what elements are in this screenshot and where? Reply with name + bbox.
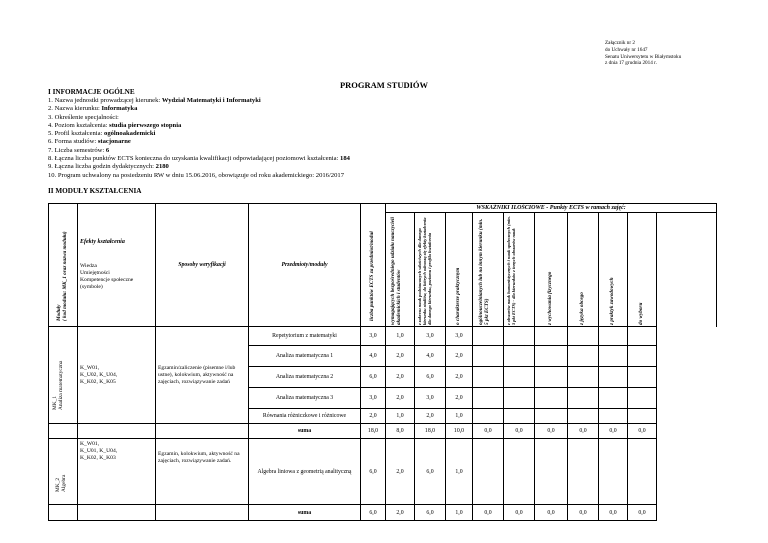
- header-col: do wyboru: [628, 213, 657, 327]
- info-item: 3. Określenie specjalności:: [48, 113, 119, 121]
- table-cell: [49, 424, 78, 439]
- table-cell-value: 18,0: [361, 424, 386, 439]
- modules-table: [48, 203, 717, 521]
- table-cell: [568, 327, 599, 346]
- table-cell: [568, 439, 599, 505]
- info-item: 8. Łączna liczba punktów ECTS konieczna do uzyskania kwalifikacji odpowiadającej poziomowi kształcenia: 184: [48, 155, 350, 163]
- table-cell: [599, 327, 628, 346]
- table-cell-value: 6,0: [361, 439, 386, 505]
- attachment-line: z dnia 17 grudnia 2014 r.: [605, 60, 657, 67]
- table-cell-value: 0,0: [504, 424, 535, 439]
- table-cell-value: 0,0: [568, 505, 599, 521]
- table-cell: [473, 327, 504, 346]
- table-cell-value: 1,0: [446, 505, 473, 521]
- table-cell-value: 1,0: [386, 327, 415, 346]
- table-cell: [535, 367, 568, 388]
- header-effects: Efekty kształcenia Wiedza Umiejętności Kompetencje społeczne (symbole): [78, 204, 156, 327]
- header-col-empty: [657, 213, 717, 327]
- table-cell: [504, 388, 535, 409]
- info-item: 9. Łączna liczba godzin dydaktycznych: 2180: [48, 163, 169, 171]
- table-cell: [504, 367, 535, 388]
- header-col: ogólnouczelnianych lub na innym kierunku (min. 5 pkt ECTS): [473, 213, 504, 327]
- table-cell: [504, 439, 535, 505]
- table-cell: [599, 367, 628, 388]
- header-modules: Moduły ( kod modułu: MK_1 oraz nazwa modułu): [49, 204, 78, 327]
- table-cell: [568, 367, 599, 388]
- header-col: z obszarów nauk humanistycznych i nauk społecznych (min. 5 pkt ECTS) - dla kierunków z innych obszarów nauk: [504, 213, 535, 327]
- table-cell: [473, 388, 504, 409]
- table-cell: [473, 346, 504, 367]
- table-cell: [535, 327, 568, 346]
- header-indicators: WSKAŹNIKI ILOŚCIOWE - Punkty ECTS w ramach zajęć:: [386, 204, 717, 213]
- info-item: 2. Nazwa kierunku: Informatyka: [48, 105, 138, 113]
- module-mk2-sum-row: [49, 505, 717, 521]
- header-col: z zakresu nauk podstawowych właściwych dla danego kierunku studiów, do których odnoszą się efekty kształcenia dla danego kierunku, poziomu i profilu kształcenia: [415, 213, 446, 327]
- table-cell: [473, 367, 504, 388]
- table-cell-value: 2,0: [386, 388, 415, 409]
- table-cell: [504, 346, 535, 367]
- table-cell: [568, 409, 599, 424]
- info-item: 7. Liczba semestrów: 6: [48, 146, 110, 154]
- table-cell-value: 0,0: [504, 505, 535, 521]
- header-col: o charakterze praktycznym: [446, 213, 473, 327]
- table-cell: [628, 327, 657, 346]
- subject-name: Analiza matematyczna 1: [249, 346, 361, 367]
- table-cell-value: 6,0: [361, 367, 386, 388]
- header-col: z wychowania fizycznego: [535, 213, 568, 327]
- table-cell-value: suma: [249, 424, 361, 439]
- module-mk1-sum-row: [49, 424, 717, 439]
- header-col: z praktyk zawodowych: [599, 213, 628, 327]
- table-cell-value: 6,0: [415, 505, 446, 521]
- table-cell-value: 4,0: [415, 346, 446, 367]
- info-item: 6. Forma studiów: stacjonarne: [48, 138, 131, 146]
- section-heading-general: I INFORMACJE OGÓLNE: [48, 88, 135, 96]
- section-heading-modules: II MODUŁY KSZTAŁCENIA: [48, 187, 142, 195]
- table-cell-value: 0,0: [599, 424, 628, 439]
- table-cell: [628, 367, 657, 388]
- table-cell-value: 2,0: [386, 346, 415, 367]
- table-cell: [535, 388, 568, 409]
- attachment-line: Senatu Uniwersytetu w Białymstoku: [605, 53, 682, 60]
- table-cell-value: 0,0: [628, 505, 657, 521]
- subject-name: Repetytorium z matematyki: [249, 327, 361, 346]
- table-cell: [535, 409, 568, 424]
- table-cell-value: 2,0: [361, 409, 386, 424]
- table-cell: [504, 409, 535, 424]
- info-item: 4. Poziom kształcenia: studia pierwszego stopnia: [48, 121, 182, 129]
- table-cell-value: 3,0: [415, 327, 446, 346]
- table-cell-value: 6,0: [415, 439, 446, 505]
- header-col: z języka obcego: [568, 213, 599, 327]
- table-cell: [628, 346, 657, 367]
- info-item: 5. Profil kształcenia: ogólnoakademicki: [48, 130, 156, 138]
- table-cell: [156, 505, 249, 521]
- header-ects: liczba punktów ECTS za przedmiot/moduł: [361, 204, 386, 327]
- attachment-line: Załącznik nr 2: [605, 40, 635, 46]
- table-cell-value: 6,0: [415, 367, 446, 388]
- subject-name: Analiza matematyczna 3: [249, 388, 361, 409]
- table-cell-value: 0,0: [599, 505, 628, 521]
- table-cell-value: 0,0: [473, 505, 504, 521]
- table-cell: [156, 424, 249, 439]
- table-cell: [568, 388, 599, 409]
- table-cell-value: 3,0: [415, 388, 446, 409]
- table-cell: [599, 409, 628, 424]
- table-cell-value: 0,0: [568, 424, 599, 439]
- table-cell: [78, 424, 156, 439]
- table-cell-value: 2,0: [386, 505, 415, 521]
- table-cell-value: 0,0: [473, 424, 504, 439]
- table-cell-value: 2,0: [446, 367, 473, 388]
- table-cell-value: 8,0: [386, 424, 415, 439]
- subject-name: Analiza matematyczna 2: [249, 367, 361, 388]
- table-cell-value: 3,0: [446, 327, 473, 346]
- table-cell-value: 2,0: [446, 346, 473, 367]
- table-cell: [535, 346, 568, 367]
- table-cell: [78, 505, 156, 521]
- table-cell-value: 4,0: [361, 346, 386, 367]
- table-cell: [473, 409, 504, 424]
- attachment-line: do Uchwały nr 1647: [605, 46, 648, 53]
- module-mk2: MK_2 Algebra: [49, 439, 78, 505]
- table-cell-value: 10,0: [446, 424, 473, 439]
- header-subjects: Przedmioty/moduły: [249, 204, 361, 327]
- table-cell-value: 1,0: [446, 439, 473, 505]
- table-cell: [535, 439, 568, 505]
- table-cell-value: 0,0: [535, 505, 568, 521]
- table-cell-value: 3,0: [361, 388, 386, 409]
- table-cell: [504, 327, 535, 346]
- header-col: wymagających bezpośredniego udziału nauczycieli akademickich i studentów: [386, 213, 415, 327]
- module-mk1-methods: Egzamin/zaliczenie (pisemne i/lub ustne), kolokwium, aktywność na zajęciach, rozwiązywanie zadań: [156, 327, 249, 424]
- attachment-note: [605, 40, 681, 67]
- table-cell-value: 0,0: [535, 424, 568, 439]
- table-cell: [599, 388, 628, 409]
- table-cell-value: 0,0: [628, 424, 657, 439]
- page-title: PROGRAM STUDIÓW: [339, 80, 429, 90]
- table-cell: [568, 346, 599, 367]
- subject-name: Równania różniczkowe i różnicowe: [249, 409, 361, 424]
- info-item: 1. Nazwa jednostki prowadzącej kierunek: Wydział Matematyki i Informatyki: [48, 97, 261, 104]
- module-mk2-effects: K_W01, K_U01, K_U04, K_K02, K_K03: [78, 439, 156, 505]
- table-cell-value: 1,0: [386, 409, 415, 424]
- module-mk1-effects: K_W01, K_U02, K_U04, K_K02, K_K05: [78, 327, 156, 424]
- general-info-list: [48, 97, 350, 180]
- table-cell-value: 2,0: [386, 439, 415, 505]
- table-cell: [49, 505, 78, 521]
- table-cell: [473, 439, 504, 505]
- table-cell-value: 18,0: [415, 424, 446, 439]
- table-cell-value: 2,0: [446, 388, 473, 409]
- table-cell: [599, 439, 628, 505]
- subject-name: Algebra liniowa z geometrią analityczną: [249, 439, 361, 505]
- module-mk1: MK_1 Analiza matematyczna: [49, 327, 78, 424]
- table-cell: [628, 388, 657, 409]
- table-cell-value: 6,0: [361, 505, 386, 521]
- info-item: 10. Program uchwalony na posiedzeniu RW w dniu 15.06.2016, obowiązuje od roku akademickiego: 2016/2017: [48, 171, 344, 179]
- table-cell-value: 2,0: [415, 409, 446, 424]
- module-mk2-methods: Egzamin, kolokwium, aktywność na zajęciach, rozwiązywanie zadań.: [156, 439, 249, 505]
- table-cell: [628, 439, 657, 505]
- table-cell-value: suma: [249, 505, 361, 521]
- header-methods: Sposoby weryfikacji: [156, 204, 249, 327]
- table-cell-value: 3,0: [361, 327, 386, 346]
- table-cell-value: 2,0: [386, 367, 415, 388]
- table-cell: [599, 346, 628, 367]
- table-cell: [628, 409, 657, 424]
- table-cell-value: 1,0: [446, 409, 473, 424]
